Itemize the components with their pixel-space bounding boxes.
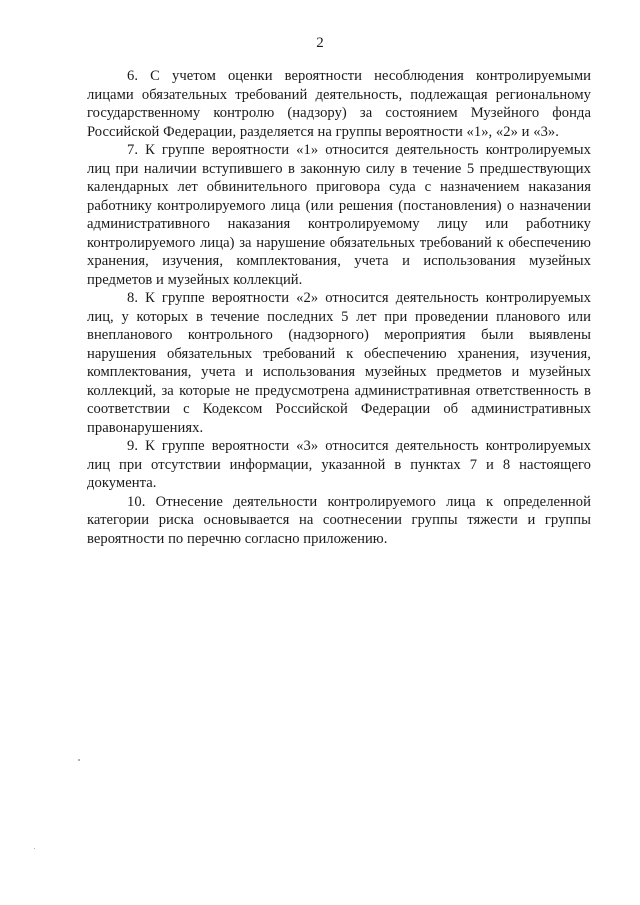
scan-speck <box>78 759 80 761</box>
document-body <box>87 67 591 548</box>
paragraph-6: 6. С учетом оценки вероятности несоблюдения контролируемыми лицами обязательных требований деятельность, подлежащая региональному государственному контролю (надзору) за состоянием Музейного фонда Российской Федерации, разделяется на группы вероятности «1», «2» и «3». <box>87 68 591 140</box>
paragraph-8: 8. К группе вероятности «2» относится деятельность контролируемых лиц, у которых в течение последних 5 лет при проведении планового или внепланового контрольного (надзорного) мероприятия были выявлены нарушения обязательных требований к обеспечению хранения, изучения, комплектования, учета и использования музейных предметов и музейных коллекций, за которые не предусмотрена административная ответственность в соответствии с Кодексом Российской Федерации об административных правонарушениях. <box>87 290 591 436</box>
paragraph-9: 9. К группе вероятности «3» относится деятельность контролируемых лиц при отсутствии информации, указанной в пунктах 7 и 8 настоящего документа. <box>87 438 591 491</box>
page-number: 2 <box>316 35 324 51</box>
paragraph-7: 7. К группе вероятности «1» относится деятельность контролируемых лиц при наличии вступившего в законную силу в течение 5 предшествующих календарных лет обвинительного приговора суда с назначением наказания работнику контролируемого лица (или решения (постановления) о назначении административного наказания контролируемому лицу или работнику контролируемого лица) за нарушение обязательных требований к обеспечению хранения, изучения, комплектования, учета и использования музейных предметов и музейных коллекций. <box>87 142 591 288</box>
scan-speck <box>34 848 35 849</box>
paragraph-10: 10. Отнесение деятельности контролируемого лица к определенной категории риска основывается на соотнесении группы тяжести и группы вероятности по перечню согласно приложению. <box>87 493 591 547</box>
